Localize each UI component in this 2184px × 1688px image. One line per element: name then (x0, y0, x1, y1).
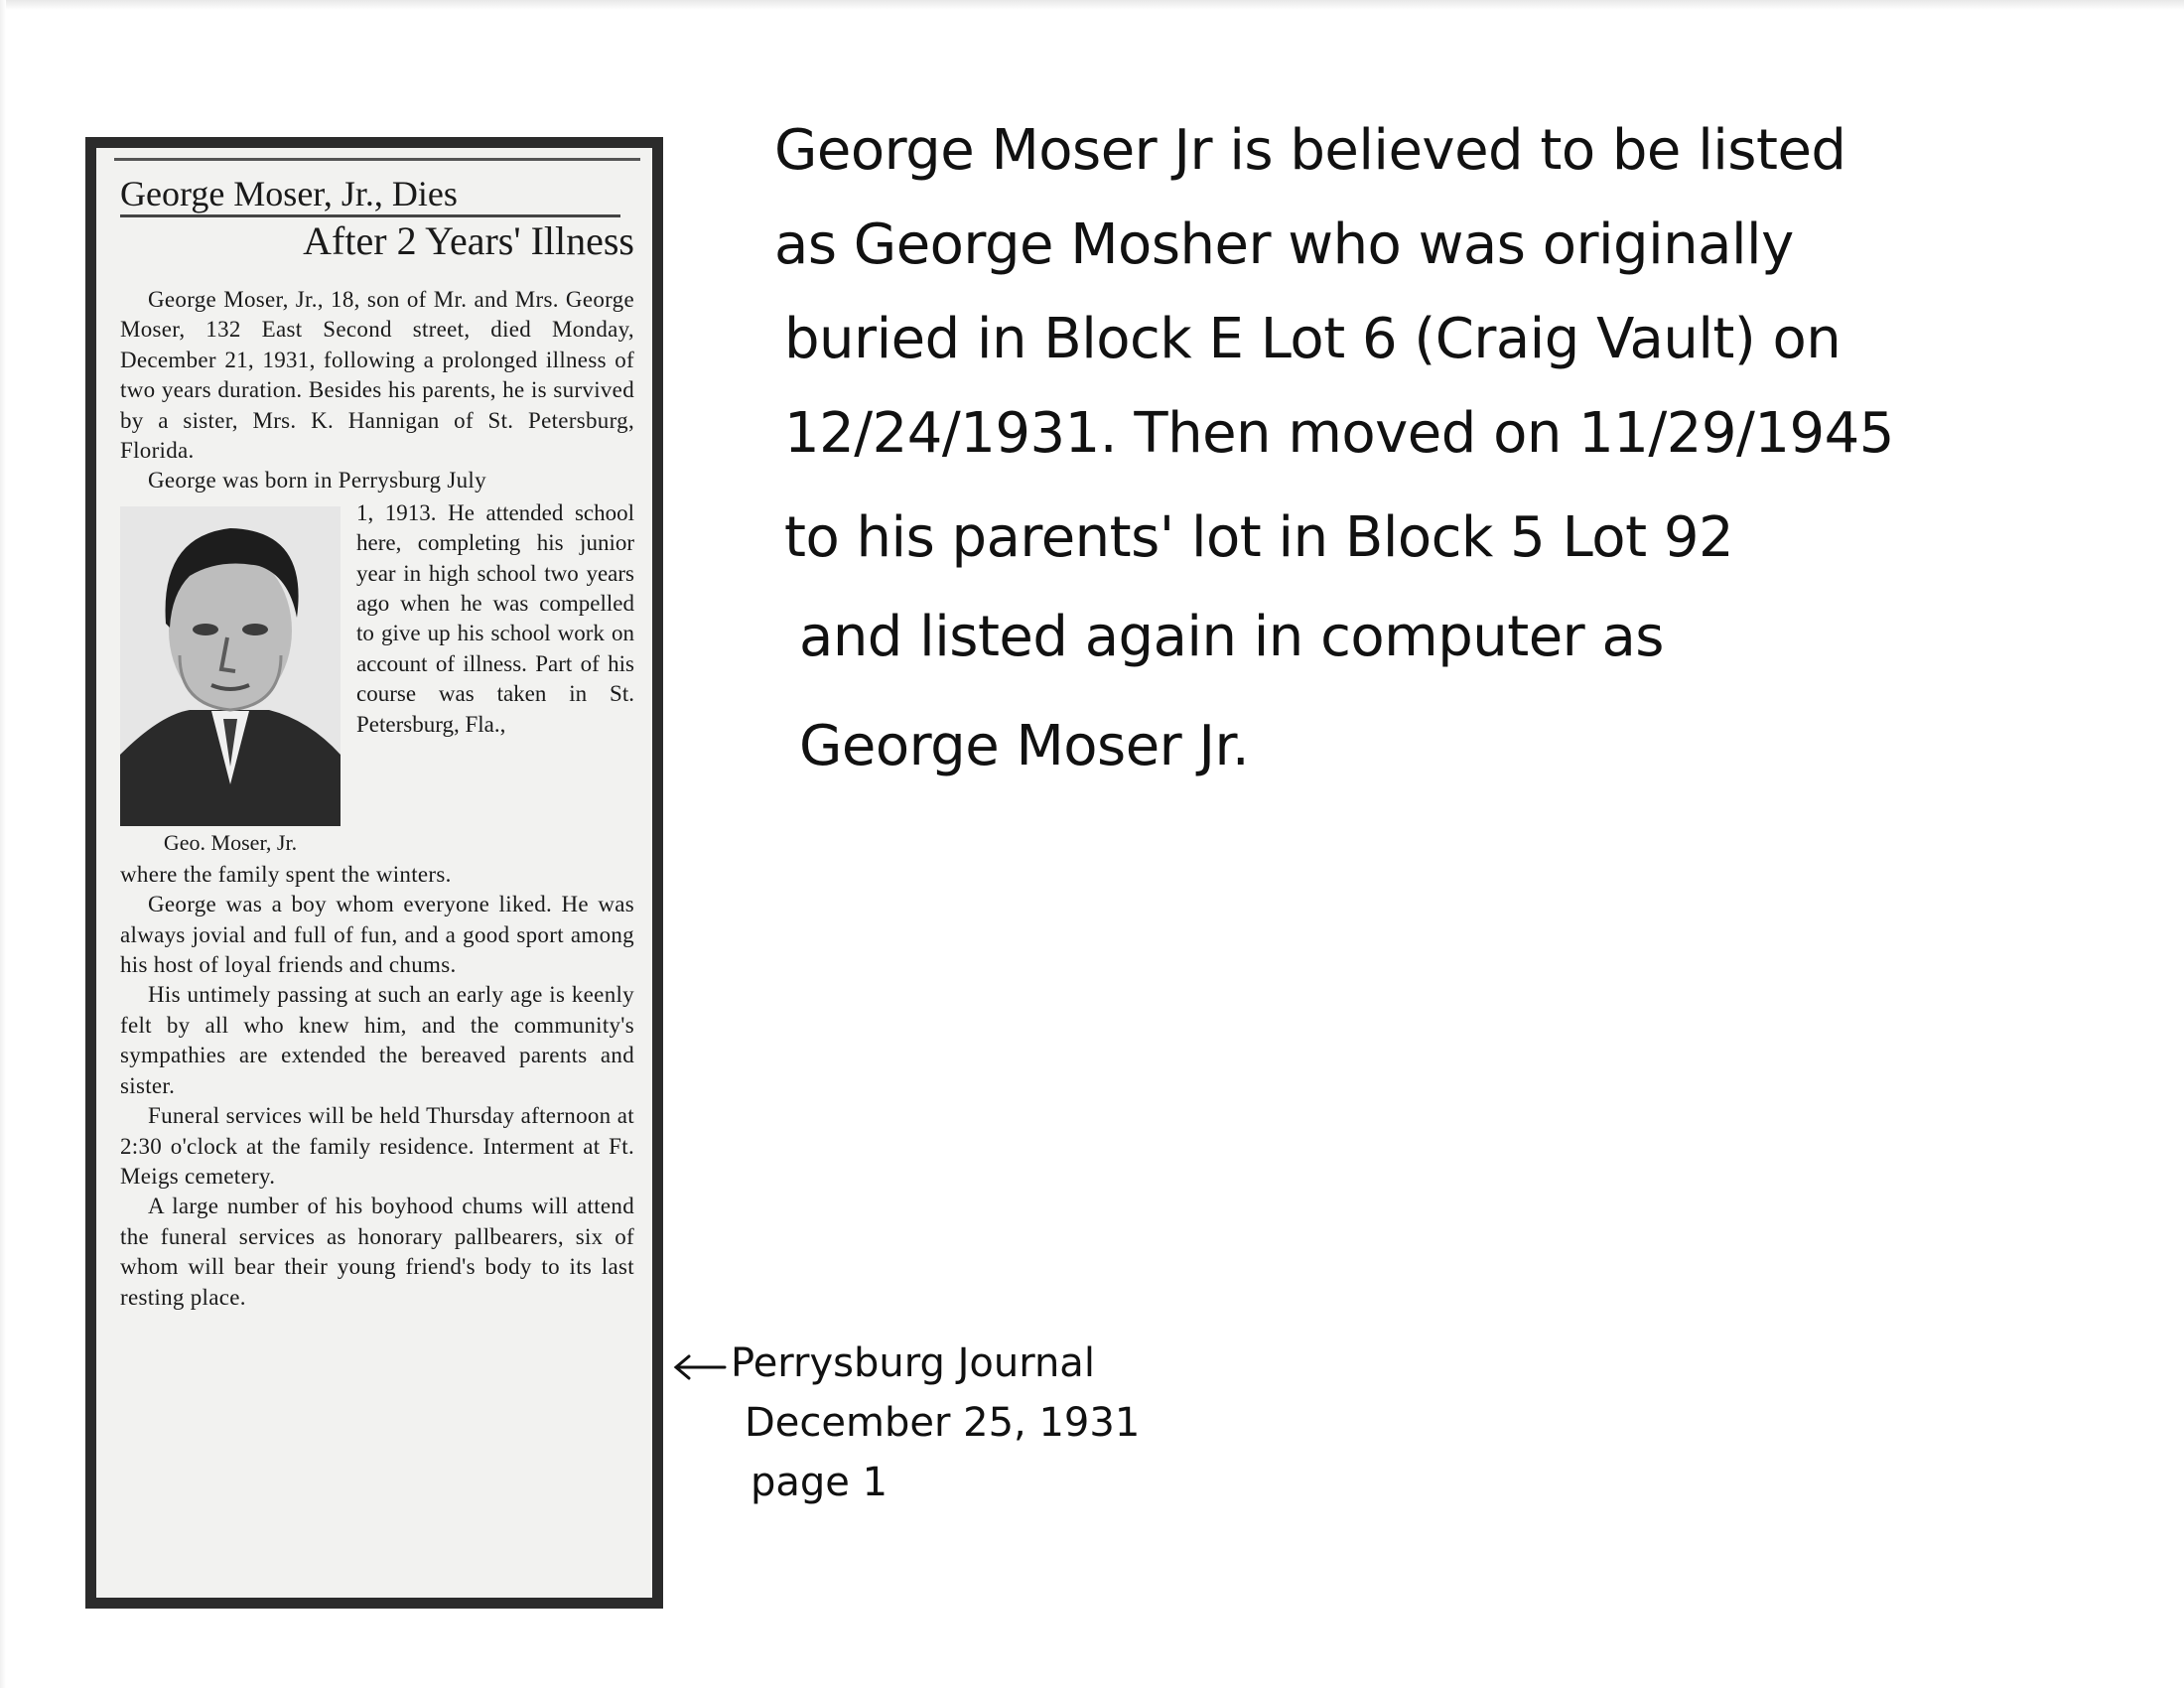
source-line-3: page 1 (751, 1460, 888, 1505)
source-line-1: Perrysburg Journal (731, 1340, 1095, 1386)
obituary-paragraph-4: His untimely passing at such an early age is keenly felt by all who knew him, and the community's sympathies are extended the bereaved parents and sister. (120, 982, 634, 1098)
portrait-photo-icon (120, 506, 341, 826)
left-arrow-icon (673, 1352, 727, 1382)
note-line-1: George Moser Jr is believed to be listed (774, 118, 1846, 183)
photo-block (120, 498, 634, 860)
obituary-paragraph-3: George was a boy whom everyone liked. He was always jovial and full of fun, and a good sport among his host of loyal friends and chums. (120, 892, 634, 978)
obituary-paragraph-2-end: where the family spent the winters. (120, 861, 452, 887)
note-line-4: 12/24/1931. Then moved on 11/29/1945 (784, 401, 1894, 466)
portrait-photo (120, 506, 341, 826)
obituary-paragraph-2-wrapped: 1, 1913. He attended school here, completing his junior year in high school two years ago when he was compelled to give up his school work on account of illness. Part of his course was taken in St. Petersburg, Fla., (356, 499, 634, 737)
obituary-paragraph-1: George Moser, Jr., 18, son of Mr. and Mrs. George Moser, 132 East Second street, died Monday, December 21, 1931, following a prolonged illness of two years duration. Besides his parents, he is survived by a sister, Mrs. K. Hannigan of St. Petersburg, Florida. (120, 287, 634, 464)
clipping-top-rule (114, 158, 640, 161)
note-line-2: as George Mosher who was originally (774, 212, 1794, 277)
obituary-paragraph-2-intro: George was born in Perrysburg July (148, 468, 486, 493)
note-line-7: George Moser Jr. (799, 714, 1250, 778)
note-line-3: buried in Block E Lot 6 (Craig Vault) on (784, 307, 1842, 371)
newspaper-clipping (85, 137, 663, 1609)
note-line-6: and listed again in computer as (799, 605, 1664, 669)
photo-caption: Geo. Moser, Jr. (163, 829, 298, 855)
photo-wrap (120, 506, 341, 856)
scan-edge-top (0, 0, 2184, 10)
headline-line-1: George Moser, Jr., Dies (120, 175, 620, 217)
obituary-paragraph-5: Funeral services will be held Thursday afternoon at 2:30 o'clock at the family residence. Interment at Ft. Meigs cemetery. (120, 1103, 634, 1189)
obituary-paragraph-6: A large number of his boyhood chums will attend the funeral services as honorary pallbearers, six of whom will bear their young friend's body to its last resting place. (120, 1194, 634, 1310)
note-line-5: to his parents' lot in Block 5 Lot 92 (784, 505, 1734, 570)
scan-edge-left (0, 0, 6, 1688)
headline-line-2: After 2 Years' Illness (303, 218, 634, 263)
source-line-2: December 25, 1931 (745, 1400, 1141, 1446)
